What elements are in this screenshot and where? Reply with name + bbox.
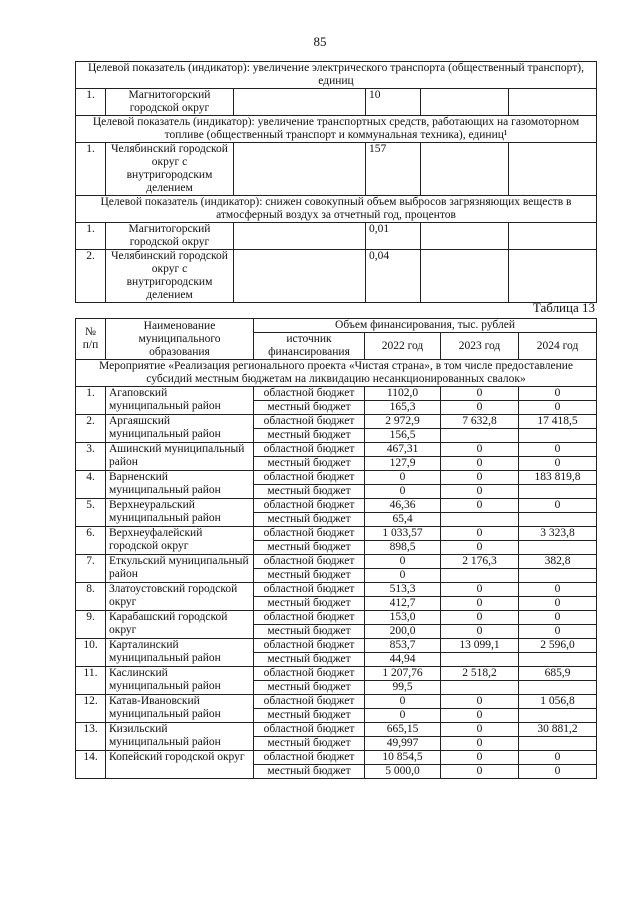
amount-local-2023: 0 bbox=[441, 485, 519, 499]
row-number: 9. bbox=[76, 611, 106, 639]
event-title: Мероприятие «Реализация регионального проекта «Чистая страна», в том числе предоставление субсидий местным бюджетам на ликвидацию несанкционированных свалок» bbox=[76, 360, 597, 387]
amount-local-2023: 0 bbox=[441, 625, 519, 639]
amount-local-2022: 65,4 bbox=[365, 513, 441, 527]
municipality-name: Катав-Ивановский муниципальный район bbox=[106, 695, 254, 723]
amount-regional-2022: 0 bbox=[365, 555, 441, 569]
table-row bbox=[76, 723, 597, 737]
indicator-empty-cell bbox=[234, 250, 366, 303]
source-local: местный бюджет bbox=[254, 569, 365, 583]
indicator-value: 157 bbox=[366, 143, 421, 196]
municipality-name: Верхнеуральский муниципальный район bbox=[106, 499, 254, 527]
source-local: местный бюджет bbox=[254, 737, 365, 751]
amount-regional-2024: 30 881,2 bbox=[519, 723, 597, 737]
amount-local-2024: 0 bbox=[519, 597, 597, 611]
indicator-num: 2. bbox=[76, 250, 106, 303]
amount-regional-2023: 2 518,2 bbox=[441, 667, 519, 681]
indicator-title-row bbox=[76, 62, 597, 89]
amount-regional-2022: 1102,0 bbox=[365, 387, 441, 401]
table-row bbox=[76, 751, 597, 765]
source-regional: областной бюджет bbox=[254, 667, 365, 681]
amount-local-2024 bbox=[519, 541, 597, 555]
amount-regional-2023: 2 176,3 bbox=[441, 555, 519, 569]
table-row bbox=[76, 443, 597, 457]
amount-local-2024 bbox=[519, 569, 597, 583]
amount-local-2022: 5 000,0 bbox=[365, 765, 441, 779]
indicator-municipality: Челябинский городской округ с внутригородским делением bbox=[106, 143, 234, 196]
row-number: 1. bbox=[76, 387, 106, 415]
amount-regional-2023: 0 bbox=[441, 723, 519, 737]
amount-regional-2022: 46,36 bbox=[365, 499, 441, 513]
municipality-name: Каслинский муниципальный район bbox=[106, 667, 254, 695]
source-local: местный бюджет bbox=[254, 541, 365, 555]
amount-local-2023: 0 bbox=[441, 541, 519, 555]
table-row bbox=[76, 667, 597, 681]
indicator-empty-cell bbox=[421, 89, 509, 116]
source-local: местный бюджет bbox=[254, 681, 365, 695]
indicator-title: Целевой показатель (индикатор): снижен совокупный объем выбросов загрязняющих веществ в атмосферный воздух за отчетный год, процентов bbox=[76, 196, 597, 223]
amount-regional-2024: 0 bbox=[519, 443, 597, 457]
amount-local-2023: 0 bbox=[441, 765, 519, 779]
source-regional: областной бюджет bbox=[254, 695, 365, 709]
source-local: местный бюджет bbox=[254, 709, 365, 723]
amount-local-2022: 127,9 bbox=[365, 457, 441, 471]
amount-local-2022: 200,0 bbox=[365, 625, 441, 639]
amount-local-2024 bbox=[519, 709, 597, 723]
table-row bbox=[76, 471, 597, 485]
source-regional: областной бюджет bbox=[254, 555, 365, 569]
table-row bbox=[76, 639, 597, 653]
municipality-name: Кизильский муниципальный район bbox=[106, 723, 254, 751]
amount-regional-2023: 0 bbox=[441, 611, 519, 625]
source-local: местный бюджет bbox=[254, 513, 365, 527]
header-2023: 2023 год bbox=[441, 333, 519, 360]
amount-local-2024 bbox=[519, 653, 597, 667]
row-number: 5. bbox=[76, 499, 106, 527]
indicator-empty-cell bbox=[421, 223, 509, 250]
indicator-municipality: Магнитогорский городской округ bbox=[106, 89, 234, 116]
municipality-name: Карабашский городской округ bbox=[106, 611, 254, 639]
municipality-name: Верхнеуфалейский городской округ bbox=[106, 527, 254, 555]
amount-local-2022: 0 bbox=[365, 485, 441, 499]
indicator-empty-cell bbox=[421, 143, 509, 196]
source-local: местный бюджет bbox=[254, 765, 365, 779]
source-regional: областной бюджет bbox=[254, 611, 365, 625]
source-regional: областной бюджет bbox=[254, 583, 365, 597]
amount-regional-2023: 0 bbox=[441, 387, 519, 401]
row-number: 12. bbox=[76, 695, 106, 723]
amount-regional-2024: 17 418,5 bbox=[519, 415, 597, 429]
source-regional: областной бюджет bbox=[254, 751, 365, 765]
amount-regional-2023: 13 099,1 bbox=[441, 639, 519, 653]
header-2024: 2024 год bbox=[519, 333, 597, 360]
header-num: № п/п bbox=[76, 319, 106, 360]
amount-regional-2022: 853,7 bbox=[365, 639, 441, 653]
header-financing: Объем финансирования, тыс. рублей bbox=[254, 319, 597, 333]
amount-regional-2024: 0 bbox=[519, 751, 597, 765]
amount-local-2022: 898,5 bbox=[365, 541, 441, 555]
header-2022: 2022 год bbox=[365, 333, 441, 360]
amount-local-2024: 0 bbox=[519, 401, 597, 415]
header-name: Наименование муниципального образования bbox=[106, 319, 254, 360]
municipality-name: Златоустовский городской округ bbox=[106, 583, 254, 611]
amount-local-2022: 412,7 bbox=[365, 597, 441, 611]
indicator-value: 0,04 bbox=[366, 250, 421, 303]
source-regional: областной бюджет bbox=[254, 527, 365, 541]
amount-local-2022: 99,5 bbox=[365, 681, 441, 695]
table-row bbox=[76, 527, 597, 541]
amount-local-2024 bbox=[519, 485, 597, 499]
amount-regional-2022: 513,3 bbox=[365, 583, 441, 597]
indicator-title-row bbox=[76, 196, 597, 223]
amount-local-2023 bbox=[441, 681, 519, 695]
source-local: местный бюджет bbox=[254, 625, 365, 639]
indicators-table bbox=[75, 61, 597, 303]
amount-regional-2024: 0 bbox=[519, 387, 597, 401]
amount-local-2022: 49,997 bbox=[365, 737, 441, 751]
municipality-name: Варненский муниципальный район bbox=[106, 471, 254, 499]
amount-regional-2024: 2 596,0 bbox=[519, 639, 597, 653]
indicator-num: 1. bbox=[76, 143, 106, 196]
row-number: 6. bbox=[76, 527, 106, 555]
indicator-empty-cell bbox=[234, 89, 366, 116]
amount-regional-2022: 467,31 bbox=[365, 443, 441, 457]
amount-local-2023 bbox=[441, 653, 519, 667]
amount-local-2022: 0 bbox=[365, 569, 441, 583]
table-row bbox=[76, 583, 597, 597]
amount-local-2023 bbox=[441, 569, 519, 583]
indicator-empty-cell bbox=[234, 143, 366, 196]
municipality-name: Копейский городской округ bbox=[106, 751, 254, 779]
amount-regional-2022: 153,0 bbox=[365, 611, 441, 625]
header-source: источник финансирования bbox=[254, 333, 365, 360]
source-local: местный бюджет bbox=[254, 429, 365, 443]
municipality-name: Еткульский муниципальный район bbox=[106, 555, 254, 583]
indicator-empty-cell bbox=[421, 250, 509, 303]
amount-regional-2023: 0 bbox=[441, 443, 519, 457]
municipality-name: Карталинский муниципальный район bbox=[106, 639, 254, 667]
source-local: местный бюджет bbox=[254, 401, 365, 415]
row-number: 11. bbox=[76, 667, 106, 695]
indicator-row bbox=[76, 250, 597, 303]
indicator-municipality: Магнитогорский городской округ bbox=[106, 223, 234, 250]
indicator-value: 10 bbox=[366, 89, 421, 116]
amount-regional-2023: 0 bbox=[441, 583, 519, 597]
amount-regional-2024: 382,8 bbox=[519, 555, 597, 569]
amount-regional-2022: 1 207,76 bbox=[365, 667, 441, 681]
indicator-empty-cell bbox=[509, 89, 597, 116]
municipality-name: Ашинский муниципальный район bbox=[106, 443, 254, 471]
indicator-num: 1. bbox=[76, 89, 106, 116]
row-number: 4. bbox=[76, 471, 106, 499]
source-local: местный бюджет bbox=[254, 653, 365, 667]
indicator-num: 1. bbox=[76, 223, 106, 250]
indicator-row bbox=[76, 223, 597, 250]
source-local: местный бюджет bbox=[254, 457, 365, 471]
amount-local-2023: 0 bbox=[441, 737, 519, 751]
row-number: 7. bbox=[76, 555, 106, 583]
table-row bbox=[76, 555, 597, 569]
indicator-title: Целевой показатель (индикатор): увеличение электрического транспорта (общественный транспорт), единиц bbox=[76, 62, 597, 89]
source-regional: областной бюджет bbox=[254, 443, 365, 457]
amount-local-2024 bbox=[519, 429, 597, 443]
indicator-empty-cell bbox=[509, 250, 597, 303]
indicator-empty-cell bbox=[234, 223, 366, 250]
amount-regional-2024: 183 819,8 bbox=[519, 471, 597, 485]
source-regional: областной бюджет bbox=[254, 639, 365, 653]
amount-local-2024 bbox=[519, 737, 597, 751]
amount-regional-2022: 0 bbox=[365, 695, 441, 709]
amount-local-2022: 156,5 bbox=[365, 429, 441, 443]
amount-local-2023: 0 bbox=[441, 709, 519, 723]
amount-regional-2022: 665,15 bbox=[365, 723, 441, 737]
row-number: 10. bbox=[76, 639, 106, 667]
amount-regional-2023: 0 bbox=[441, 751, 519, 765]
table-row bbox=[76, 415, 597, 429]
amount-regional-2023: 0 bbox=[441, 527, 519, 541]
amount-local-2023: 0 bbox=[441, 401, 519, 415]
source-regional: областной бюджет bbox=[254, 471, 365, 485]
indicator-title: Целевой показатель (индикатор): увеличение транспортных средств, работающих на газомоторном топливе (общественный транспорт и коммунальная техника), единиц¹ bbox=[76, 116, 597, 143]
source-regional: областной бюджет bbox=[254, 387, 365, 401]
row-number: 2. bbox=[76, 415, 106, 443]
source-local: местный бюджет bbox=[254, 597, 365, 611]
amount-local-2024: 0 bbox=[519, 625, 597, 639]
row-number: 3. bbox=[76, 443, 106, 471]
indicator-title-row bbox=[76, 116, 597, 143]
amount-regional-2024: 1 056,8 bbox=[519, 695, 597, 709]
row-number: 13. bbox=[76, 723, 106, 751]
amount-local-2023: 0 bbox=[441, 457, 519, 471]
amount-regional-2023: 0 bbox=[441, 471, 519, 485]
amount-local-2023 bbox=[441, 513, 519, 527]
row-number: 14. bbox=[76, 751, 106, 779]
financing-table bbox=[75, 318, 597, 779]
table-caption: Таблица 13 bbox=[532, 300, 595, 315]
amount-regional-2022: 2 972,9 bbox=[365, 415, 441, 429]
amount-regional-2024: 0 bbox=[519, 583, 597, 597]
amount-regional-2024: 0 bbox=[519, 499, 597, 513]
indicator-empty-cell bbox=[509, 223, 597, 250]
table-row bbox=[76, 695, 597, 709]
amount-local-2024 bbox=[519, 513, 597, 527]
amount-regional-2023: 7 632,8 bbox=[441, 415, 519, 429]
amount-local-2022: 44,94 bbox=[365, 653, 441, 667]
amount-local-2023 bbox=[441, 429, 519, 443]
amount-regional-2024: 0 bbox=[519, 611, 597, 625]
amount-regional-2023: 0 bbox=[441, 499, 519, 513]
amount-local-2023: 0 bbox=[441, 597, 519, 611]
indicator-row bbox=[76, 143, 597, 196]
amount-regional-2024: 3 323,8 bbox=[519, 527, 597, 541]
table-row bbox=[76, 387, 597, 401]
indicator-empty-cell bbox=[509, 143, 597, 196]
amount-regional-2022: 0 bbox=[365, 471, 441, 485]
table-row bbox=[76, 499, 597, 513]
source-regional: областной бюджет bbox=[254, 723, 365, 737]
row-number: 8. bbox=[76, 583, 106, 611]
amount-regional-2022: 10 854,5 bbox=[365, 751, 441, 765]
indicator-value: 0,01 bbox=[366, 223, 421, 250]
amount-local-2022: 0 bbox=[365, 709, 441, 723]
municipality-name: Агаповский муниципальный район bbox=[106, 387, 254, 415]
municipality-name: Аргаяшский муниципальный район bbox=[106, 415, 254, 443]
amount-local-2024: 0 bbox=[519, 457, 597, 471]
amount-regional-2023: 0 bbox=[441, 695, 519, 709]
amount-local-2024: 0 bbox=[519, 765, 597, 779]
amount-regional-2022: 1 033,57 bbox=[365, 527, 441, 541]
indicator-row bbox=[76, 89, 597, 116]
source-local: местный бюджет bbox=[254, 485, 365, 499]
table-row bbox=[76, 611, 597, 625]
amount-local-2024 bbox=[519, 681, 597, 695]
amount-local-2022: 165,3 bbox=[365, 401, 441, 415]
source-regional: областной бюджет bbox=[254, 499, 365, 513]
amount-regional-2024: 685,9 bbox=[519, 667, 597, 681]
indicator-municipality: Челябинский городской округ с внутригородским делением bbox=[106, 250, 234, 303]
page-number: 85 bbox=[313, 34, 327, 49]
source-regional: областной бюджет bbox=[254, 415, 365, 429]
